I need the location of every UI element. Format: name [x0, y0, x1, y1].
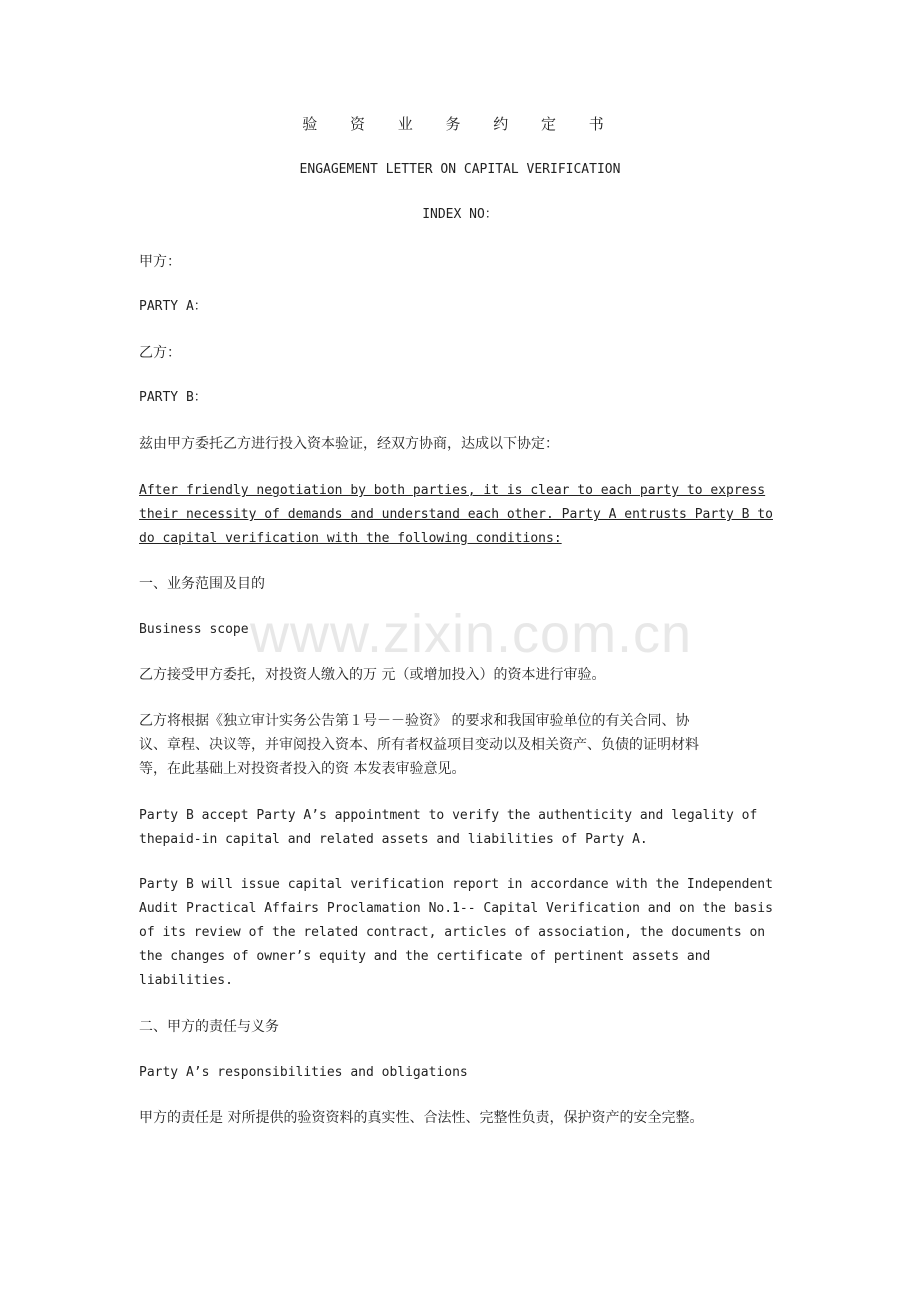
section-2-heading-en: Party A’s responsibilities and obligations — [139, 1065, 468, 1080]
section-1-paragraph-en-line: of its review of the related contract, articles of association, the documents on — [139, 925, 766, 940]
party-a-label-cn: 甲方： — [139, 254, 181, 270]
section-1-paragraph-en-line: Party B accept Party A’s appointment to verify the authenticity and legality of — [139, 808, 758, 823]
party-b-label-cn: 乙方： — [139, 345, 181, 361]
intro-en-line: After friendly negotiation by both parties, it is clear to each party to express — [139, 483, 766, 498]
site-watermark: www.zixin.com.cn — [250, 604, 693, 664]
section-1-paragraph-cn-line: 等，在此基础上对投资者投入的资 本发表审验意见。 — [139, 761, 466, 777]
document-title-cn: 验 资 业 务 约 定 书 — [302, 115, 618, 133]
section-2-heading-cn: 二、甲方的责任与义务 — [139, 1019, 279, 1035]
document-title-en: ENGAGEMENT LETTER ON CAPITAL VERIFICATION — [299, 162, 621, 177]
section-1-paragraph-en-line: Party B will issue capital verification report in accordance with the Independent — [139, 877, 773, 892]
section-1-paragraph-en-line: Audit Practical Affairs Proclamation No.1-- Capital Verification and on the basis — [139, 901, 773, 916]
section-1-paragraph-cn-line: 乙方将根据《独立审计实务公告第１号－－验资》 的要求和我国审验单位的有关合同、协 — [139, 713, 690, 729]
section-1-paragraph-en-line: liabilities. — [139, 973, 233, 988]
intro-en-line: their necessity of demands and understand each other. Party A entrusts Party B to — [139, 507, 773, 522]
party-a-label-en: PARTY A： — [139, 299, 207, 314]
section-1-paragraph-cn-line: 议、章程、决议等，并审阅投入资本、所有者权益项目变动以及相关资产、负债的证明材料 — [139, 737, 699, 753]
section-2-paragraph-cn: 甲方的责任是 对所提供的验资资料的真实性、合法性、完整性负责，保护资产的安全完整。 — [139, 1110, 704, 1126]
section-1-paragraph-cn: 乙方接受甲方委托，对投资人缴入的万 元（或增加投入）的资本进行审验。 — [139, 667, 606, 683]
intro-paragraph-cn: 兹由甲方委托乙方进行投入资本验证，经双方协商，达成以下协定： — [139, 436, 559, 452]
party-b-label-en: PARTY B： — [139, 390, 207, 405]
intro-en-line: do capital verification with the following conditions: — [139, 531, 562, 546]
section-1-paragraph-en-line: the changes of owner’s equity and the certificate of pertinent assets and — [139, 949, 711, 964]
index-number: INDEX NO： — [422, 207, 498, 222]
section-1-heading-cn: 一、业务范围及目的 — [139, 576, 265, 592]
section-1-heading-en: Business scope — [139, 622, 249, 637]
section-1-paragraph-en-line: thepaid-in capital and related assets and liabilities of Party A. — [139, 832, 648, 847]
